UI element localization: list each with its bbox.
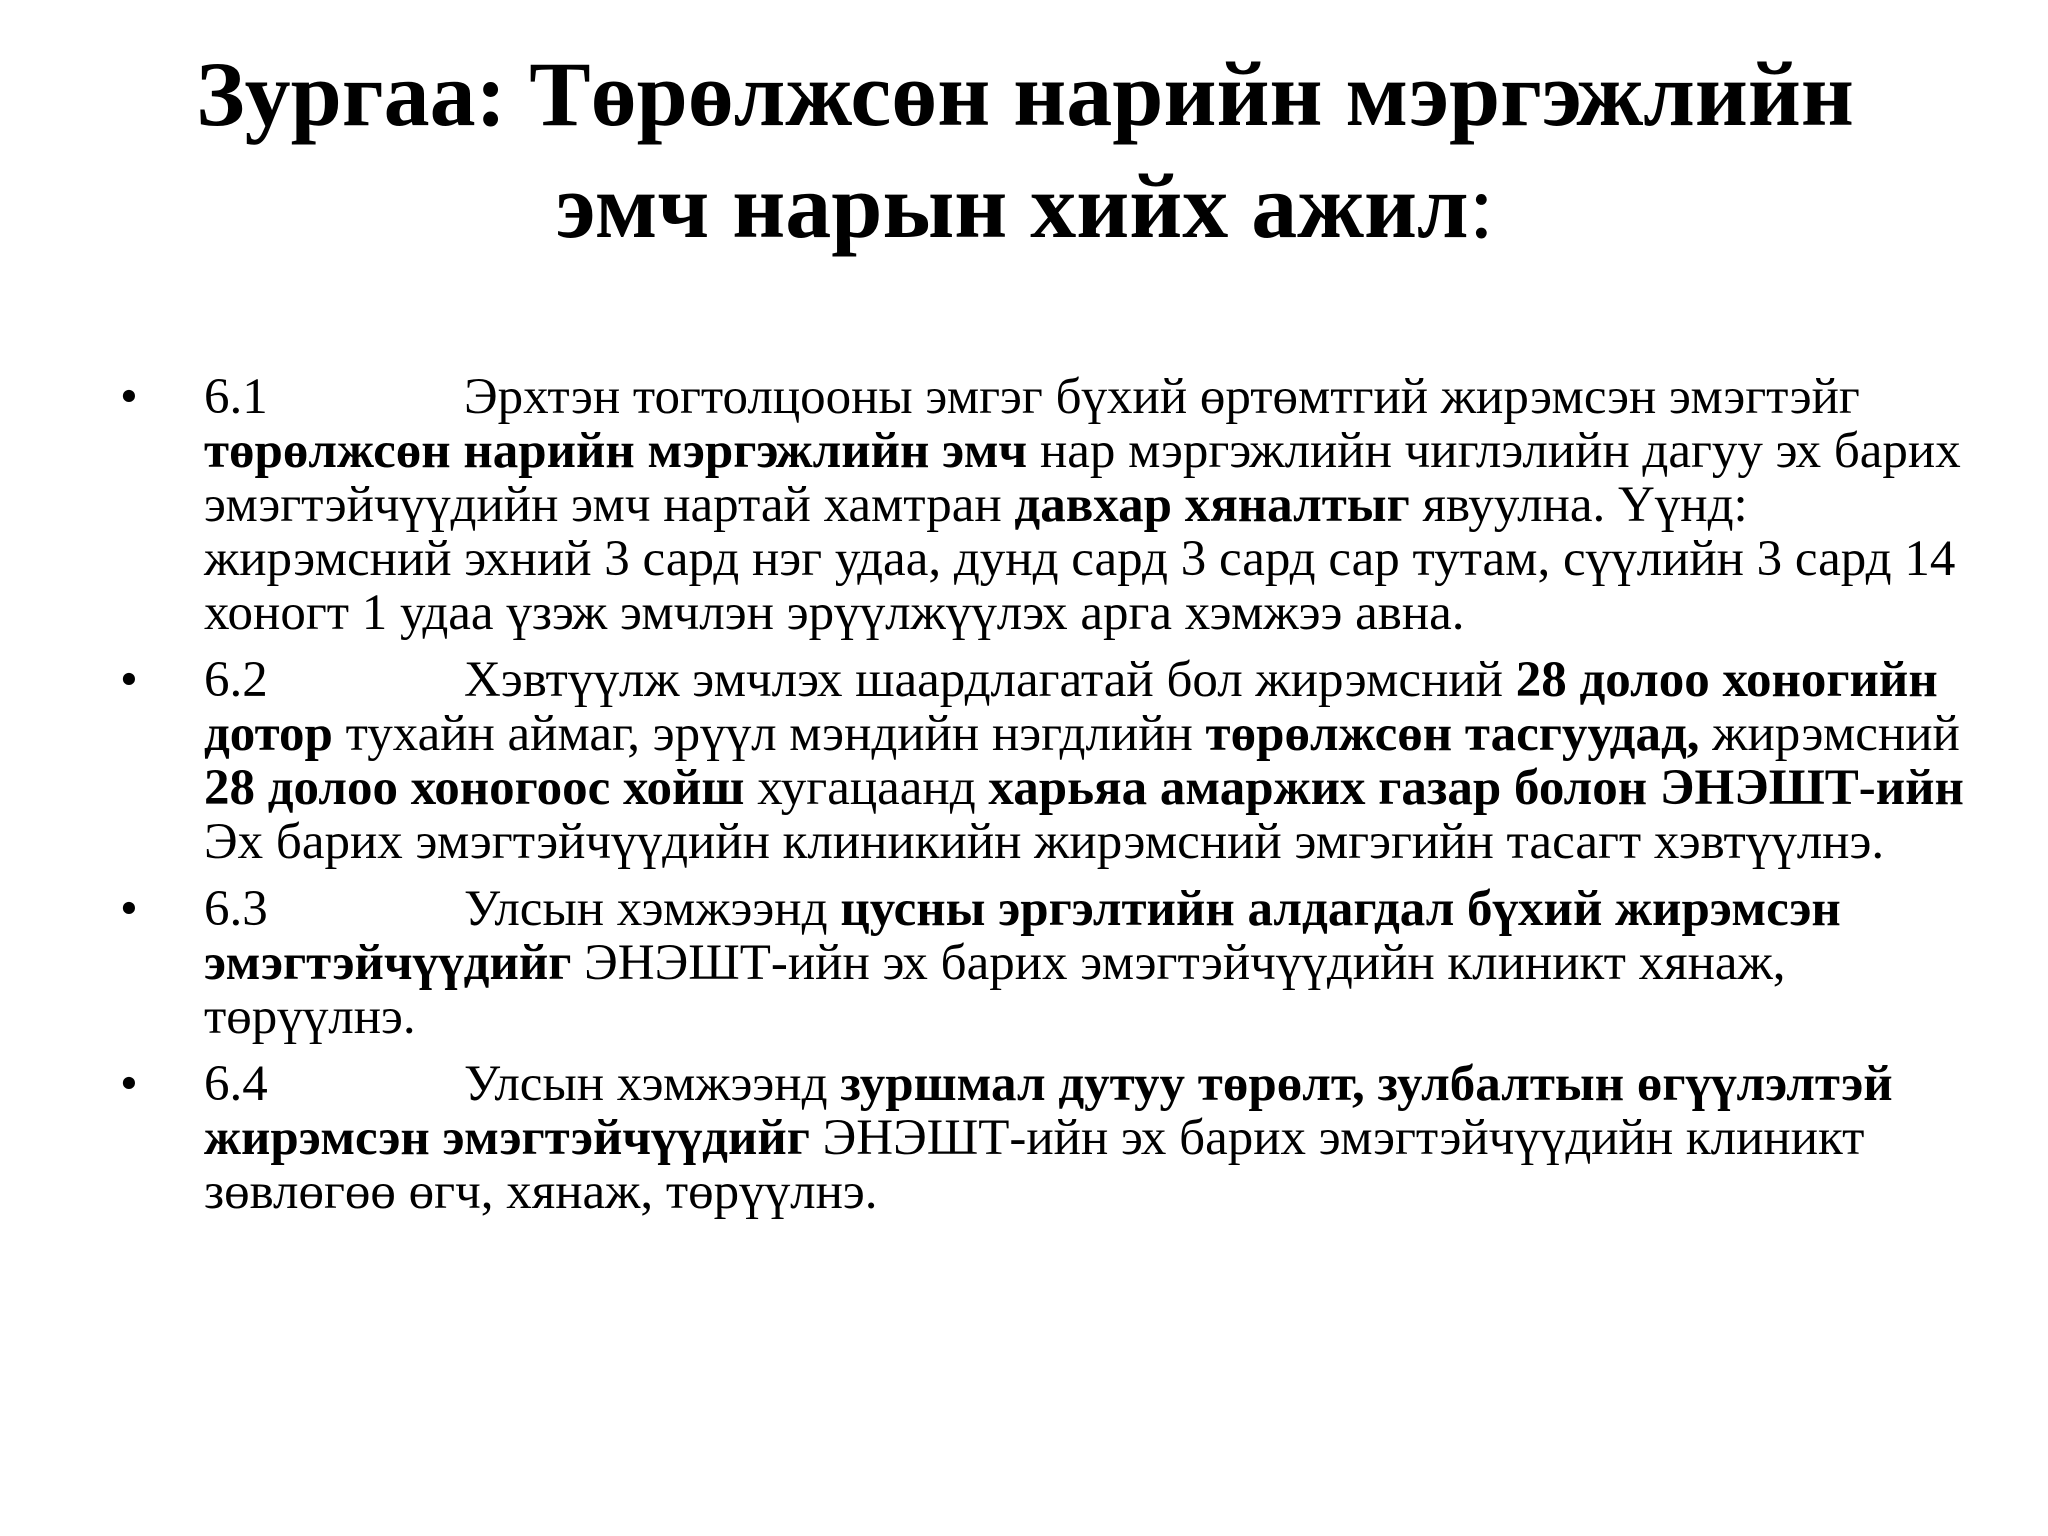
text-segment: хугацаанд [744,760,989,816]
bullet-marker: • [120,1056,138,1112]
item-number: 6.2 [204,652,268,708]
text-segment: Улсын хэмжээнд [464,881,841,937]
bold-segment: төрөлжсөн тасгуудад, [1205,706,1700,762]
text-segment: явуулна. Үүнд: жирэмсний эхний 3 сард нэг удаа, дунд сард 3 сард сар тутам, сүүлийн 3 сард 14 хоногт 1 удаа үзэж эмчлэн эрүүлжүүлэх арга хэмжээ авна. [204,477,1956,641]
list-item [120,882,2000,1044]
bullet-marker: • [120,369,138,425]
slide-title-line1: Зургаа: Төрөлжсөн нарийн мэргэжлийн [196,43,1854,145]
slide-title-line2: эмч нарын хийх ажил [555,155,1469,257]
text-segment: Эх барих эмэгтэйчүүдийн клиникийн жирэмсний эмгэгийн тасагт хэвтүүлнэ. [204,814,1885,870]
list-item [120,370,2000,640]
bullet-marker: • [120,652,138,708]
slide-title [100,38,1950,262]
bold-segment: зуршмал дутуу төрөлт, зулбалтын өгүүлэлтэй жирэмсэн эмэгтэйчүүдийг [204,1056,1893,1166]
bullet-list [120,370,2000,1232]
text-segment: Эрхтэн тогтолцооны эмгэг бүхий өртөмтгий жирэмсэн эмэгтэйг [464,369,1860,425]
bullet-marker: • [120,881,138,937]
text-segment: Хэвтүүлж эмчлэх шаардлагатай бол жирэмсний [464,652,1516,708]
bold-segment: цусны эргэлтийн алдагдал бүхий жирэмсэн эмэгтэйчүүдийг [204,881,1841,991]
text-segment: Улсын хэмжээнд [464,1056,841,1112]
item-number: 6.4 [204,1056,268,1112]
bold-segment: 28 долоо хоногоос хойш [204,760,745,816]
text-segment: нар мэргэжлийн чиглэлийн дагуу эх барих эмэгтэйчүүдийн эмч нартай хамтран [204,423,1961,533]
item-text [204,369,1961,641]
item-text [204,652,1964,870]
list-item [120,1057,2000,1219]
text-segment: жирэмсний [1699,706,1960,762]
text-segment: ЭНЭШТ-ийн эх барих эмэгтэйчүүдийн клиникт зөвлөгөө өгч, хянаж, төрүүлнэ. [204,1110,1865,1220]
bold-segment: харьяа амаржих газар болон ЭНЭШТ-ийн [988,760,1964,816]
list-item [120,653,2000,869]
bold-segment: давхар хяналтыг [1014,477,1410,533]
slide-title-colon: : [1468,155,1495,257]
text-segment: ЭНЭШТ-ийн эх барих эмэгтэйчүүдийн клиникт хянаж, төрүүлнэ. [204,935,1786,1045]
item-number: 6.1 [204,369,268,425]
bold-segment: 28 долоо хоногийн дотор [204,652,1938,762]
bold-segment: төрөлжсөн нарийн мэргэжлийн эмч [204,423,1028,479]
item-number: 6.3 [204,881,268,937]
text-segment: тухайн аймаг, эрүүл мэндийн нэгдлийн [332,706,1206,762]
